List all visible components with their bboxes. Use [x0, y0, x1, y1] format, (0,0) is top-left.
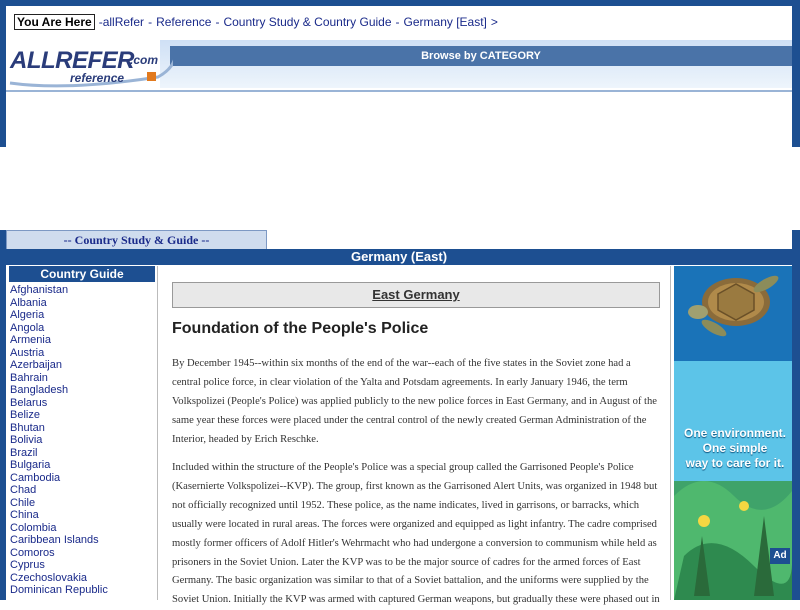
country-link[interactable]: Caribbean Islands [10, 534, 99, 546]
breadcrumb-link-allrefer[interactable]: -allRefer [98, 15, 145, 29]
article-title-box [172, 282, 660, 308]
country-link[interactable]: Colombia [10, 521, 57, 534]
browse-prefix: Browse by [421, 50, 480, 62]
breadcrumb-link-country-study[interactable]: Country Study & Country Guide [223, 15, 392, 29]
country-link[interactable]: Afghanistan [10, 284, 69, 296]
sidebar-divider [157, 266, 158, 600]
article-paragraph: Included within the structure of the People's Police was a special group called the Garrisoned People's Police (Kasernierte Volkspolizei--KVP). The group, first known as the Garrisoned Alert Units, was organized in 1948 but not officially recognized until 1952. These police, as the name indicates, lived in garrisons, or barracks, which usually were located in rural areas. The forces were organized and equipped as light infantry. The cadre comprised mostly former officers of Adolf Hitler's Wehrmacht who had undergone a conversion to communism while held as prisoners in the Soviet Union. Later the KVP was to be the major source of cadres for the armed forces of East Germany. The basic organization was similar to that of a Soviet battalion, and the uniforms were supplied by the Soviet Union. Initially the KVP was armed with captured German weapons, but gradually these were phased out in [172, 462, 660, 606]
ad-line: One environment. [683, 426, 787, 440]
section-tab-country-study[interactable]: -- Country Study & Guide -- [6, 230, 267, 250]
country-link[interactable]: Austria [10, 346, 45, 359]
top-frame-border [0, 0, 800, 6]
advertisement-banner[interactable] [674, 266, 792, 600]
breadcrumb-separator: - [215, 15, 220, 29]
country-link[interactable]: Albania [10, 296, 47, 309]
breadcrumb-separator: - [148, 15, 153, 29]
country-link[interactable]: Chile [10, 496, 36, 509]
country-link[interactable]: Belize [10, 409, 40, 421]
page-title: Germany (East) [6, 249, 792, 265]
allrefer-logo[interactable] [8, 47, 173, 89]
logo-dotcom: .com [130, 53, 159, 67]
country-list [10, 284, 158, 597]
you-are-here-label: You Are Here [14, 14, 95, 30]
country-link[interactable]: Algeria [10, 309, 45, 321]
right-frame-top [792, 0, 800, 147]
country-link[interactable]: Chad [10, 484, 37, 496]
content-divider [670, 266, 671, 600]
ad-line: way to care for it. [685, 456, 785, 470]
breadcrumb-separator: - [395, 15, 400, 29]
logo-subtitle: reference [70, 71, 125, 85]
breadcrumb-link-germany-east[interactable]: Germany [East] [403, 15, 487, 29]
country-link[interactable]: Belarus [10, 396, 48, 409]
breadcrumb-arrow: > [490, 15, 498, 29]
country-link[interactable]: Brazil [10, 446, 38, 459]
country-link[interactable]: Azerbaijan [10, 359, 62, 371]
browse-category-label: CATEGORY [479, 50, 541, 62]
country-link[interactable]: Comoros [10, 546, 55, 559]
country-link[interactable]: Armenia [10, 334, 51, 346]
country-link[interactable]: Bulgaria [10, 459, 51, 471]
browse-by-category-button[interactable] [170, 46, 792, 66]
ad-line: One simple [702, 441, 768, 455]
sidebar-heading: Country Guide [9, 266, 155, 282]
article-title-link[interactable]: East Germany [372, 287, 460, 302]
article-paragraph: By December 1945--within six months of the end of the war--each of the five states in the Soviet zone had a central police force, in clear violation of the Yalta and Potsdam agreements. In early January 1946, the term Volkspolizei (People's Police) was applied publicly to the new police forces in East Germany, and in August of the same year these forces were placed under the central control of the newly created German Administration of the Interior, headed by Erich Reschke. [172, 358, 657, 445]
country-link[interactable]: Dominican Republic [10, 584, 108, 596]
breadcrumb-link-reference[interactable]: Reference [156, 15, 212, 29]
country-link[interactable]: Bangladesh [10, 384, 69, 396]
country-link[interactable]: China [10, 509, 39, 521]
left-frame [0, 230, 6, 600]
right-frame [792, 230, 800, 600]
ad-text [680, 426, 790, 471]
country-link[interactable]: Cambodia [10, 471, 61, 484]
logo-wordmark: ALLREFER [10, 47, 134, 74]
country-link[interactable]: Czechoslovakia [10, 571, 88, 584]
breadcrumb [14, 13, 498, 31]
article-heading: Foundation of the People's Police [172, 320, 429, 337]
country-link[interactable]: Angola [10, 321, 45, 334]
logo-square-icon [147, 72, 156, 81]
header-divider [6, 90, 792, 92]
country-link[interactable]: Bahrain [10, 371, 48, 384]
ad-choices-badge[interactable]: Ad [770, 548, 790, 564]
country-link[interactable]: Bolivia [10, 434, 43, 446]
country-link[interactable]: Cyprus [10, 559, 45, 571]
country-link[interactable]: Bhutan [10, 421, 45, 434]
